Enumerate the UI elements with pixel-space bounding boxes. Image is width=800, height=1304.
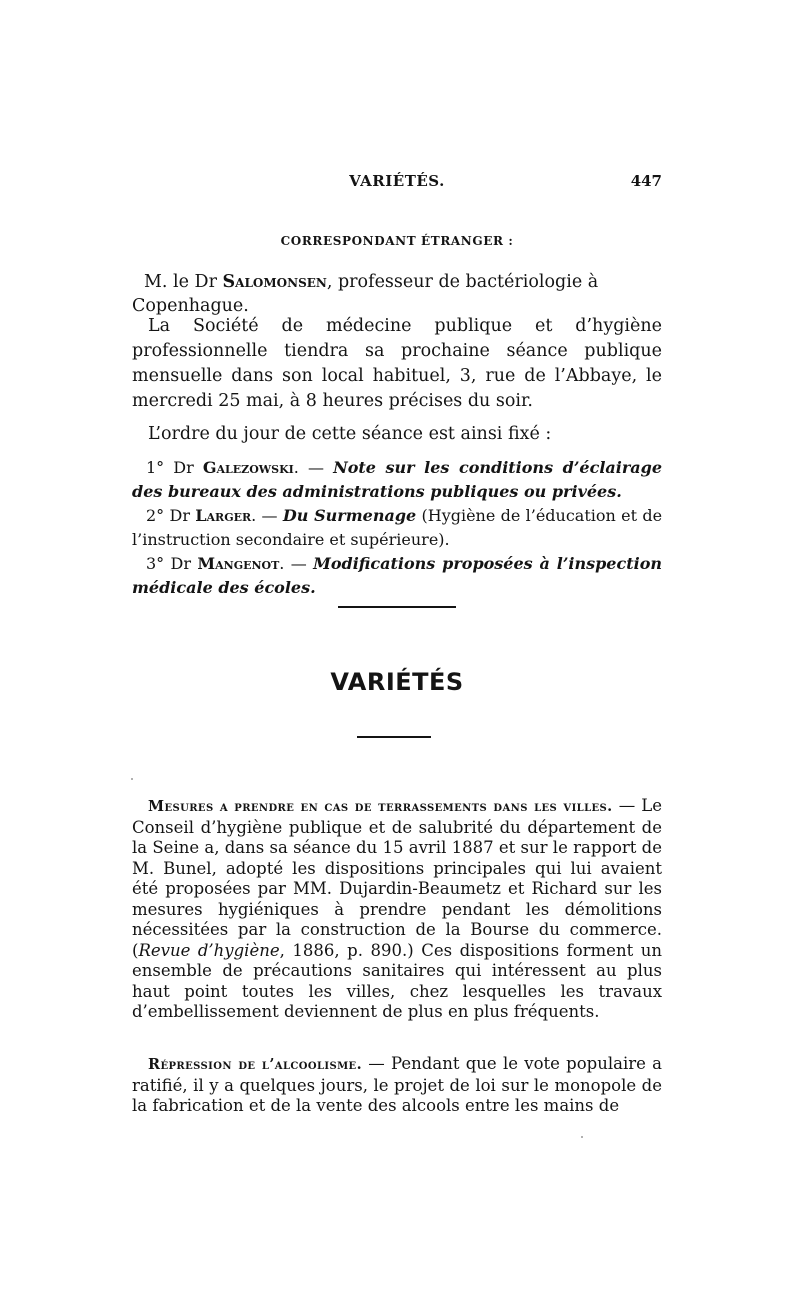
agenda-topic: Note sur les conditions d’éclairage des bureaux des administrations publiques ou privées. bbox=[132, 458, 663, 501]
agenda-topic: Modifications proposées à l’inspection médicale des écoles. bbox=[132, 554, 662, 597]
article-citation: Revue d’hygiène bbox=[138, 940, 280, 960]
agenda-intro: L’ordre du jour de cette séance est ainsi fixé : bbox=[148, 424, 552, 444]
agenda-speaker: Galezowski bbox=[202, 458, 294, 477]
agenda-topic: Du Surmenage bbox=[282, 506, 417, 525]
article-heading: Répression de l’alcoolisme. bbox=[148, 1056, 363, 1073]
section-title: VARIÉTÉS bbox=[330, 668, 464, 696]
title-underline bbox=[357, 736, 431, 738]
print-speck bbox=[581, 1136, 583, 1138]
section-divider bbox=[338, 606, 456, 608]
article-body: — Le Conseil d’hygiène publique et de salubrité du département de la Seine a, dans sa séance du 15 avril 1887 et sur le rapport de M. Bunel, adopté les dispositions principales qui lui avaient été proposées par MM. Dujardin-Beaumetz et Richard sur les mesures hygiéniques à prendre pendant les démolitions nécessitées par la construction de la Bourse du commerce. ( bbox=[132, 796, 662, 960]
agenda-title-dr: Dr bbox=[170, 554, 198, 573]
agenda-separator: . — bbox=[279, 554, 314, 573]
agenda-number: 2° bbox=[146, 506, 170, 525]
agenda-speaker: Larger bbox=[195, 506, 252, 525]
print-speck bbox=[131, 778, 133, 780]
agenda-number: 1° bbox=[146, 458, 174, 477]
agenda-item bbox=[132, 504, 662, 552]
agenda-speaker: Mangenot bbox=[197, 554, 280, 573]
correspondent-line bbox=[132, 270, 672, 318]
correspondent-heading: CORRESPONDANT ÉTRANGER : bbox=[280, 234, 514, 248]
running-title: VARIÉTÉS. bbox=[349, 172, 445, 190]
agenda-list bbox=[132, 456, 662, 600]
article-body: — Pendant que le vote populaire a ratifié, il y a quelques jours, le projet de loi sur le monopole de la fabrication et de la vente des alcools entre les mains de bbox=[132, 1054, 662, 1115]
article-body-continued: , 1886, p. 890.) Ces dispositions forment un ensemble de précautions sanitaires qui intéressent au plus haut point toutes les villes, chez lesquelles les travaux d’embellissement deviennent de plus en plus fréquents. bbox=[132, 940, 662, 1021]
correspondent-prefix: M. le Dr bbox=[144, 272, 223, 292]
correspondent-suffix: , professeur de bactériologie à Copenhague. bbox=[132, 272, 599, 316]
agenda-item bbox=[132, 456, 662, 504]
agenda-separator: . — bbox=[251, 506, 283, 525]
article bbox=[132, 796, 662, 1023]
announcement-paragraph: La Société de médecine publique et d’hygiène professionnelle tiendra sa prochaine séance publique mensuelle dans son local habituel, 3, rue de l’Abbaye, le mercredi 25 mai, à 8 heures précises du soir. bbox=[132, 316, 662, 411]
article bbox=[132, 1054, 662, 1117]
agenda-title-dr: Dr bbox=[173, 458, 203, 477]
correspondent-name: Salomonsen bbox=[222, 272, 327, 292]
agenda-number: 3° bbox=[146, 554, 171, 573]
article-heading: Mesures a prendre en cas de terrassements dans les villes. bbox=[148, 798, 613, 815]
agenda-extra: (Hygiène de l’éducation et de l’instruction secondaire et supérieure). bbox=[132, 506, 663, 549]
agenda-title-dr: Dr bbox=[169, 506, 196, 525]
page-number: 447 bbox=[630, 172, 662, 190]
agenda-separator: . — bbox=[293, 458, 334, 477]
running-head bbox=[132, 172, 662, 196]
agenda-item bbox=[132, 552, 662, 600]
